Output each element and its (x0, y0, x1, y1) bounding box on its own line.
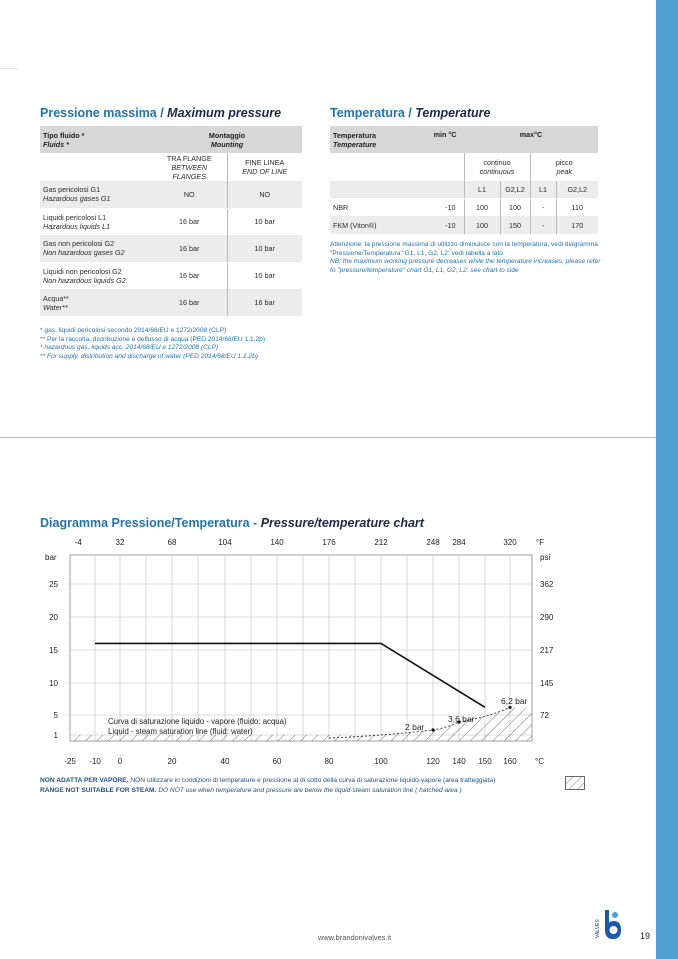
steam-warning (40, 776, 495, 796)
temperature-table (330, 126, 598, 234)
y-tick-label: 5 (53, 711, 58, 720)
note-line: ** For supply, distribution and discharge of water (PED 2014/68/EU 1.1.2b) (40, 352, 258, 360)
y-right-tick-label: 217 (540, 646, 554, 655)
table-row (40, 208, 302, 235)
note-line: * gas, liquidi pericolosi secondo 2014/68/EU e 1272/2008 (CLP) (40, 327, 227, 334)
hdr-mount-en: Mounting (210, 139, 244, 149)
x-tick-label: 140 (452, 757, 466, 766)
pressure-notes (40, 327, 265, 361)
hdr-fluid-it: Tipo fluido * (43, 130, 85, 140)
saturation-label-it: Curva di saturazione liquido - vapore (fluido: acqua) (108, 717, 287, 726)
value-cell: 16 bar (152, 208, 227, 235)
value-cell: 100 (464, 216, 500, 234)
value-cell: 16 bar (152, 235, 227, 262)
note-en: NB: the maximum working pressure decreases while the temperature increases; please refer to "pressure/temperature" chart G1, L1, G2, L2: see chart to side (330, 258, 601, 274)
warning-it-text: NON utilizzare in condizioni di temperature e pressione al di sotto della curva di saturazione liquido-vapore (area tratteggiata) (128, 777, 496, 784)
y-right-tick-label: 72 (540, 711, 549, 720)
value-cell: NO (227, 181, 302, 208)
saturation-label-en: Liquid - steam saturation line (fluid: water) (108, 727, 253, 736)
material-label: NBR (330, 198, 426, 216)
y-right-tick-label: 290 (540, 613, 554, 622)
hatch-legend-icon (565, 776, 585, 790)
x-top-tick-label: 320 (503, 538, 517, 547)
value-cell: 110 (556, 198, 598, 216)
x-top-tick-label: 212 (374, 538, 388, 547)
note-line: * hazardous gas, liquids acc. 2014/68/EU e 1272/2008 (CLP) (40, 344, 219, 352)
page-number: 19 (640, 931, 651, 941)
x-top-tick-label: 284 (452, 538, 466, 547)
pressure-table (40, 126, 302, 316)
page-corner-mark (0, 0, 18, 69)
x-top-tick-label: 140 (270, 538, 284, 547)
annotation-3-6-bar: 3,6 bar (448, 714, 475, 724)
x-tick-label: 60 (272, 757, 282, 766)
table-row (330, 198, 598, 216)
hdr-mount-it: Montaggio (208, 130, 246, 140)
sub-header: L1 (530, 181, 556, 198)
y-right-tick-label: 362 (540, 580, 554, 589)
continuous-it: continuo (483, 158, 511, 167)
x-tick-label: 150 (478, 757, 492, 766)
x-top-tick-label: 68 (167, 538, 177, 547)
col-end-of-line-en: END OF LINE (242, 167, 288, 176)
y-tick-label: 1 (53, 731, 58, 740)
pressure-temperature-chart (0, 532, 656, 772)
fluid-label-en: Non hazardous liquids G2 (43, 275, 126, 285)
x-axis-unit-bottom: °C (535, 757, 544, 766)
table-row (40, 235, 302, 262)
y-right-tick-label: 145 (540, 679, 554, 688)
chart-title: Diagramma Pressione/Temperatura - Pressure/temperature chart (40, 516, 424, 530)
value-cell: 150 (500, 216, 530, 234)
table-row (40, 289, 302, 316)
y-tick-label: 15 (49, 646, 58, 655)
value-cell: 100 (500, 198, 530, 216)
x-tick-label: 20 (167, 757, 177, 766)
warning-en-bold: RANGE NOT SUITABLE FOR STEAM. (40, 787, 157, 794)
table-row (40, 181, 302, 208)
value-cell: - (530, 216, 556, 234)
x-top-tick-label: -4 (74, 538, 82, 547)
temperature-title: Temperatura / Temperature (330, 106, 491, 120)
x-tick-label: 100 (374, 757, 388, 766)
fluid-label: Liquidi pericolosi L1 (43, 212, 107, 222)
continuous-en: continuous (479, 167, 515, 176)
col-between-flanges-en: BETWEEN FLANGES (171, 162, 208, 181)
y-tick-label: 20 (49, 613, 58, 622)
value-cell: 100 (464, 198, 500, 216)
section-divider (0, 437, 656, 438)
fluid-label-en: Hazardous liquids L1 (43, 221, 111, 231)
annotation-6-2-bar: 6,2 bar (501, 696, 528, 706)
warning-en-text: DO NOT use when temperature and pressure are below the liquid-steam saturation line ( hatched area ) (156, 787, 462, 794)
fluid-label-en: Water** (43, 302, 68, 312)
note-line: ** Per la raccolta, distribuzione e deflusso di acqua (PED 2014/68/EU 1.1.2b) (40, 335, 266, 343)
value-cell: 10 bar (227, 208, 302, 235)
y-tick-label: 25 (49, 580, 58, 589)
value-cell: 10 bar (227, 262, 302, 289)
value-cell: - (530, 198, 556, 216)
sub-header: G2,L2 (500, 181, 530, 198)
col-end-of-line-it: FINE LINEA (245, 158, 285, 167)
value-cell: 170 (556, 216, 598, 234)
x-top-tick-label: 32 (115, 538, 125, 547)
col-between-flanges-it: TRA FLANGE (166, 153, 212, 163)
fluid-label: Liquidi non pericolosi G2 (43, 266, 122, 276)
hdr-temp-it: Temperatura (333, 130, 377, 140)
x-tick-label: 0 (117, 757, 123, 766)
sub-header: G2,L2 (556, 181, 598, 198)
fluid-label: Acqua** (43, 293, 69, 303)
hdr-fluid-en: Fluids * (43, 139, 69, 149)
hdr-min: min °C (426, 126, 464, 153)
peak-it: picco (555, 158, 573, 167)
hdr-max: max°C (464, 126, 598, 153)
value-cell: NO (152, 181, 227, 208)
fluid-label: Gas pericolosi G1 (43, 185, 101, 195)
value-cell: -10 (426, 198, 464, 216)
material-label: FKM (Viton®) (330, 216, 426, 234)
hdr-temp-en: Temperature (333, 139, 377, 149)
fluid-label-en: Non hazardous gases G2 (43, 248, 125, 258)
sidebar-band (656, 0, 678, 959)
x-axis-unit-top: °F (536, 538, 545, 547)
warning-it-bold: NON ADATTA PER VAPORE. (40, 777, 129, 784)
fluid-label: Gas non pericolosi G2 (43, 239, 115, 249)
value-cell: 16 bar (152, 289, 227, 316)
y-axis-unit-right: psi (540, 553, 551, 562)
note-it: Attenzione: la pressione massima di utilizzo diminuisce con la temperatura, vedi diagramma "Pressione/Temperatura" G1, L1, G2, L2: vedi tabella a lato (330, 241, 598, 257)
annotation-2-bar: 2 bar (405, 722, 425, 732)
logo-text: VALVES (595, 919, 601, 938)
pressure-title: Pressione massima / Maximum pressure (40, 106, 282, 120)
value-cell: 16 bar (152, 262, 227, 289)
fluid-label-en: Hazardous gases G1 (43, 194, 111, 204)
x-tick-label: -10 (89, 757, 101, 766)
x-top-tick-label: 104 (218, 538, 232, 547)
table-row (330, 216, 598, 234)
temperature-notes (330, 241, 605, 275)
x-top-tick-label: 176 (322, 538, 336, 547)
x-tick-label: 160 (503, 757, 517, 766)
x-tick-label: 120 (426, 757, 440, 766)
y-tick-label: 10 (49, 679, 58, 688)
y-axis-unit-left: bar (45, 553, 57, 562)
saturation-point (508, 706, 511, 709)
x-top-tick-label: 248 (426, 538, 440, 547)
value-cell: 10 bar (227, 235, 302, 262)
value-cell: -10 (426, 216, 464, 234)
max-pressure-line (95, 643, 485, 707)
x-tick-label: 40 (220, 757, 230, 766)
peak-en: peak (556, 167, 573, 176)
footer-url[interactable]: www.brandonivalves.it (318, 933, 392, 942)
value-cell: 16 bar (227, 289, 302, 316)
sub-header: L1 (464, 181, 500, 198)
table-row (40, 262, 302, 289)
saturation-point (431, 728, 434, 731)
x-tick-label: -25 (64, 757, 76, 766)
brand-logo-icon (596, 908, 624, 942)
x-tick-label: 80 (324, 757, 334, 766)
